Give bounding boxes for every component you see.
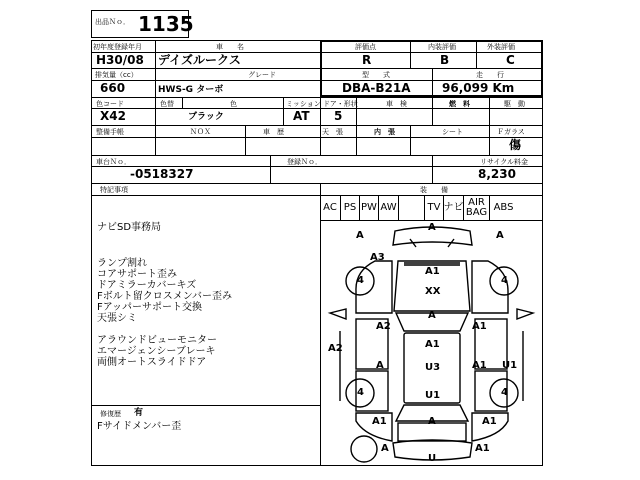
color-no-label: 色替 bbox=[160, 100, 174, 108]
dmg-rear-left: A1 bbox=[372, 416, 387, 427]
equipment-item: AW bbox=[378, 196, 398, 220]
dmg-u3: U3 bbox=[425, 362, 441, 373]
dmg-roof: A1 bbox=[425, 339, 440, 350]
color-code-value: X42 bbox=[100, 109, 126, 123]
displacement-value: 660 bbox=[100, 81, 126, 95]
history-label: 車 歴 bbox=[263, 128, 284, 136]
repair-note: Fサイドメンバー歪 bbox=[97, 421, 182, 432]
notes-group-1 bbox=[97, 222, 161, 233]
grade-value: HWS-G ターボ bbox=[158, 85, 224, 95]
color-label: 色 bbox=[230, 100, 237, 108]
dmg-right-slide: A1 bbox=[472, 360, 487, 371]
name-label: 車 名 bbox=[216, 43, 244, 51]
year-label: 初年度登録年月 bbox=[93, 43, 142, 51]
seat-label: シート bbox=[442, 128, 463, 136]
tire-rr: 4 bbox=[501, 387, 508, 398]
recycle-value: 8,230 bbox=[478, 167, 516, 181]
dmg-a3: A3 bbox=[370, 252, 385, 263]
equipment-item: ABS bbox=[489, 196, 517, 220]
equipment-item: PS bbox=[340, 196, 359, 220]
notes-group-2 bbox=[97, 258, 232, 324]
exterior-label: 外装評価 bbox=[487, 43, 515, 51]
reg-label: 登録Ｎｏ． bbox=[287, 158, 322, 166]
mission-label: ミッション bbox=[286, 100, 321, 108]
dmg-front-right: A bbox=[496, 230, 504, 241]
displacement-label: 排気量（cc） bbox=[95, 71, 138, 79]
chassis-label: 車台Ｎｏ． bbox=[96, 158, 131, 166]
tire-fr: 4 bbox=[501, 275, 508, 286]
dmg-right-front-door: A1 bbox=[472, 321, 487, 332]
dmg-rear-bumper: U bbox=[428, 453, 437, 464]
inspection-label: 車 検 bbox=[386, 100, 407, 108]
note-line: エマージェンシーブレーキ bbox=[97, 346, 216, 357]
dmg-left-slide: A bbox=[376, 360, 384, 371]
dmg-rear-center: A bbox=[428, 416, 436, 427]
dmg-left-front-door: A2 bbox=[376, 321, 391, 332]
model-label: 型 式 bbox=[362, 71, 390, 79]
nox-label: ＮＯＸ bbox=[190, 128, 211, 136]
dmg-rear-bumper-left: A1 bbox=[475, 443, 490, 454]
dmg-u1-rear: U1 bbox=[425, 390, 441, 401]
drive-label: 駆 動 bbox=[504, 100, 525, 108]
repair-value: 有 bbox=[134, 408, 144, 418]
color-value: ブラック bbox=[188, 112, 224, 122]
note-line: Fアッパーサポート交換 bbox=[97, 302, 203, 313]
equipment-item: PW bbox=[359, 196, 378, 220]
notes-group-3 bbox=[97, 335, 217, 368]
note-line: Fボルト留クロスメンバー歪み bbox=[97, 291, 233, 302]
lot-label: 出品Ｎｏ． bbox=[95, 18, 130, 26]
note-line: ナビSD事務局 bbox=[97, 222, 162, 233]
interior-lining-label: 内 張 bbox=[374, 128, 395, 136]
equipment-item: TV bbox=[424, 196, 443, 220]
lot-number: 1135 bbox=[138, 12, 194, 36]
doors-value: 5 bbox=[334, 109, 343, 123]
score-label: 評価点 bbox=[355, 43, 376, 51]
color-code-label: 色コード bbox=[96, 100, 124, 108]
glass-value: 傷 bbox=[509, 138, 522, 152]
manual-label: 整備手帳 bbox=[96, 128, 124, 136]
tire-rl: 4 bbox=[357, 387, 364, 398]
name-value: デイズルークス bbox=[158, 53, 241, 67]
equipment-label: 装 備 bbox=[420, 186, 448, 194]
note-line: 天張シミ bbox=[97, 313, 137, 324]
equipment-item: AC bbox=[323, 202, 337, 213]
equipment-item bbox=[398, 196, 424, 220]
tire-fl: 4 bbox=[357, 275, 364, 286]
model-value: DBA-B21A bbox=[342, 81, 411, 95]
recycle-label: リサイクル料金 bbox=[480, 158, 529, 166]
mileage-value: 96,099 Km bbox=[442, 81, 515, 95]
glass-label: Ｆガラス bbox=[497, 128, 525, 136]
dmg-front-left: A bbox=[356, 230, 364, 241]
fuel-label: 燃 料 bbox=[449, 100, 470, 108]
dmg-hood-a1: A1 bbox=[425, 266, 440, 277]
dmg-rear-right: A1 bbox=[482, 416, 497, 427]
dmg-windshield: A bbox=[428, 310, 436, 321]
note-line: ランプ割れ bbox=[97, 258, 147, 269]
mileage-label: 走 行 bbox=[476, 71, 504, 79]
dmg-left-side: A2 bbox=[328, 343, 343, 354]
roof-label: 天 張 bbox=[322, 128, 343, 136]
equipment-item: ナビ bbox=[443, 196, 463, 220]
dmg-front: A bbox=[428, 222, 436, 233]
year-value: H30/08 bbox=[96, 53, 144, 67]
note-line: 両側オートスライドドア bbox=[97, 357, 207, 368]
dmg-xx: XX bbox=[425, 286, 441, 297]
score-value: R bbox=[362, 53, 372, 67]
exterior-value: C bbox=[506, 53, 515, 67]
note-line: アラウンドビューモニター bbox=[97, 335, 217, 346]
interior-label: 内装評価 bbox=[428, 43, 456, 51]
equipment-row bbox=[320, 196, 543, 220]
doors-label: ドア・形状 bbox=[323, 100, 358, 108]
dmg-u1-side: U1 bbox=[502, 360, 518, 371]
equipment-item: AIR BAG bbox=[463, 196, 489, 220]
repair-label: 修復歴 bbox=[100, 410, 121, 418]
spare-tire-shape bbox=[351, 436, 377, 462]
mission-value: AT bbox=[293, 109, 310, 123]
interior-value: B bbox=[440, 53, 450, 67]
grade-label: グレード bbox=[248, 71, 276, 79]
note-line: ドアミラーカバーキズ bbox=[97, 280, 197, 291]
chassis-value: -0518327 bbox=[130, 167, 194, 181]
dmg-spare: A bbox=[381, 443, 389, 454]
notes-label: 特記事項 bbox=[100, 186, 128, 194]
note-line: コアサポート歪み bbox=[97, 269, 177, 280]
